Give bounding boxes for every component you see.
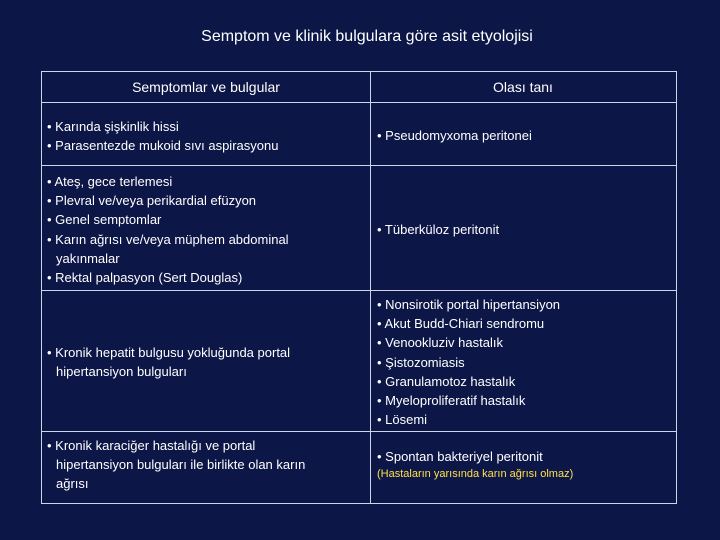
diagnosis-note: (Hastaların yarısında karın ağrısı olmaz) (377, 468, 574, 481)
column-divider (370, 72, 371, 503)
table-row-symptoms (47, 343, 367, 381)
list-item: • Granulamotoz hastalık (377, 373, 516, 389)
list-item: • Spontan bakteriyel peritonit (377, 449, 543, 464)
table-row-symptoms (47, 117, 367, 155)
list-item: • Kronik karaciğer hastalığı ve portal (47, 438, 256, 453)
row-divider (42, 431, 676, 432)
list-item: • Kronik hepatit bulgusu yokluğunda portal (47, 345, 291, 360)
table-row-symptoms (47, 436, 367, 494)
list-item-continuation: hipertansiyon bulguları (56, 364, 187, 380)
row-divider (42, 102, 676, 103)
row-divider (42, 165, 676, 166)
list-item: • Ateş, gece terlemesi (47, 174, 173, 189)
list-item: • Karın ağrısı ve/veya müphem abdominal (47, 231, 289, 247)
list-item: • Akut Budd-Chiari sendromu (377, 316, 545, 332)
list-item-continuation: hipertansiyon bulguları ile birlikte olan karın (56, 457, 306, 473)
row-divider (42, 290, 676, 291)
list-item: • Genel semptomlar (47, 212, 162, 228)
list-item: • Tüberküloz peritonit (377, 222, 500, 237)
list-item: • Plevral ve/veya perikardial efüzyon (47, 193, 257, 209)
list-item: • Parasentezde mukoid sıvı aspirasyonu (47, 138, 279, 154)
table-row-diagnosis (377, 447, 672, 482)
table-row-diagnosis (377, 220, 672, 239)
table-row-symptoms (47, 172, 367, 287)
etiology-table (41, 71, 677, 504)
list-item-continuation: ağrısı (56, 476, 89, 492)
list-item-continuation: yakınmalar (56, 250, 120, 266)
list-item: • Pseudomyxoma peritonei (377, 128, 532, 143)
table-row-diagnosis (377, 295, 672, 429)
list-item: • Lösemi (377, 412, 428, 428)
header-diagnosis: Olası tanı (493, 79, 553, 95)
header-symptoms: Semptomlar ve bulgular (132, 79, 280, 95)
page-title: Semptom ve klinik bulgulara göre asit etyolojisi (201, 28, 533, 45)
list-item: • Myeloproliferatif hastalık (377, 393, 526, 409)
list-item: • Karında şişkinlik hissi (47, 119, 179, 134)
table-row-diagnosis (377, 126, 672, 145)
list-item: • Nonsirotik portal hipertansiyon (377, 297, 561, 312)
list-item: • Şistozomiasis (377, 354, 465, 370)
list-item: • Venookluziv hastalık (377, 335, 503, 351)
list-item: • Rektal palpasyon (Sert Douglas) (47, 270, 243, 286)
